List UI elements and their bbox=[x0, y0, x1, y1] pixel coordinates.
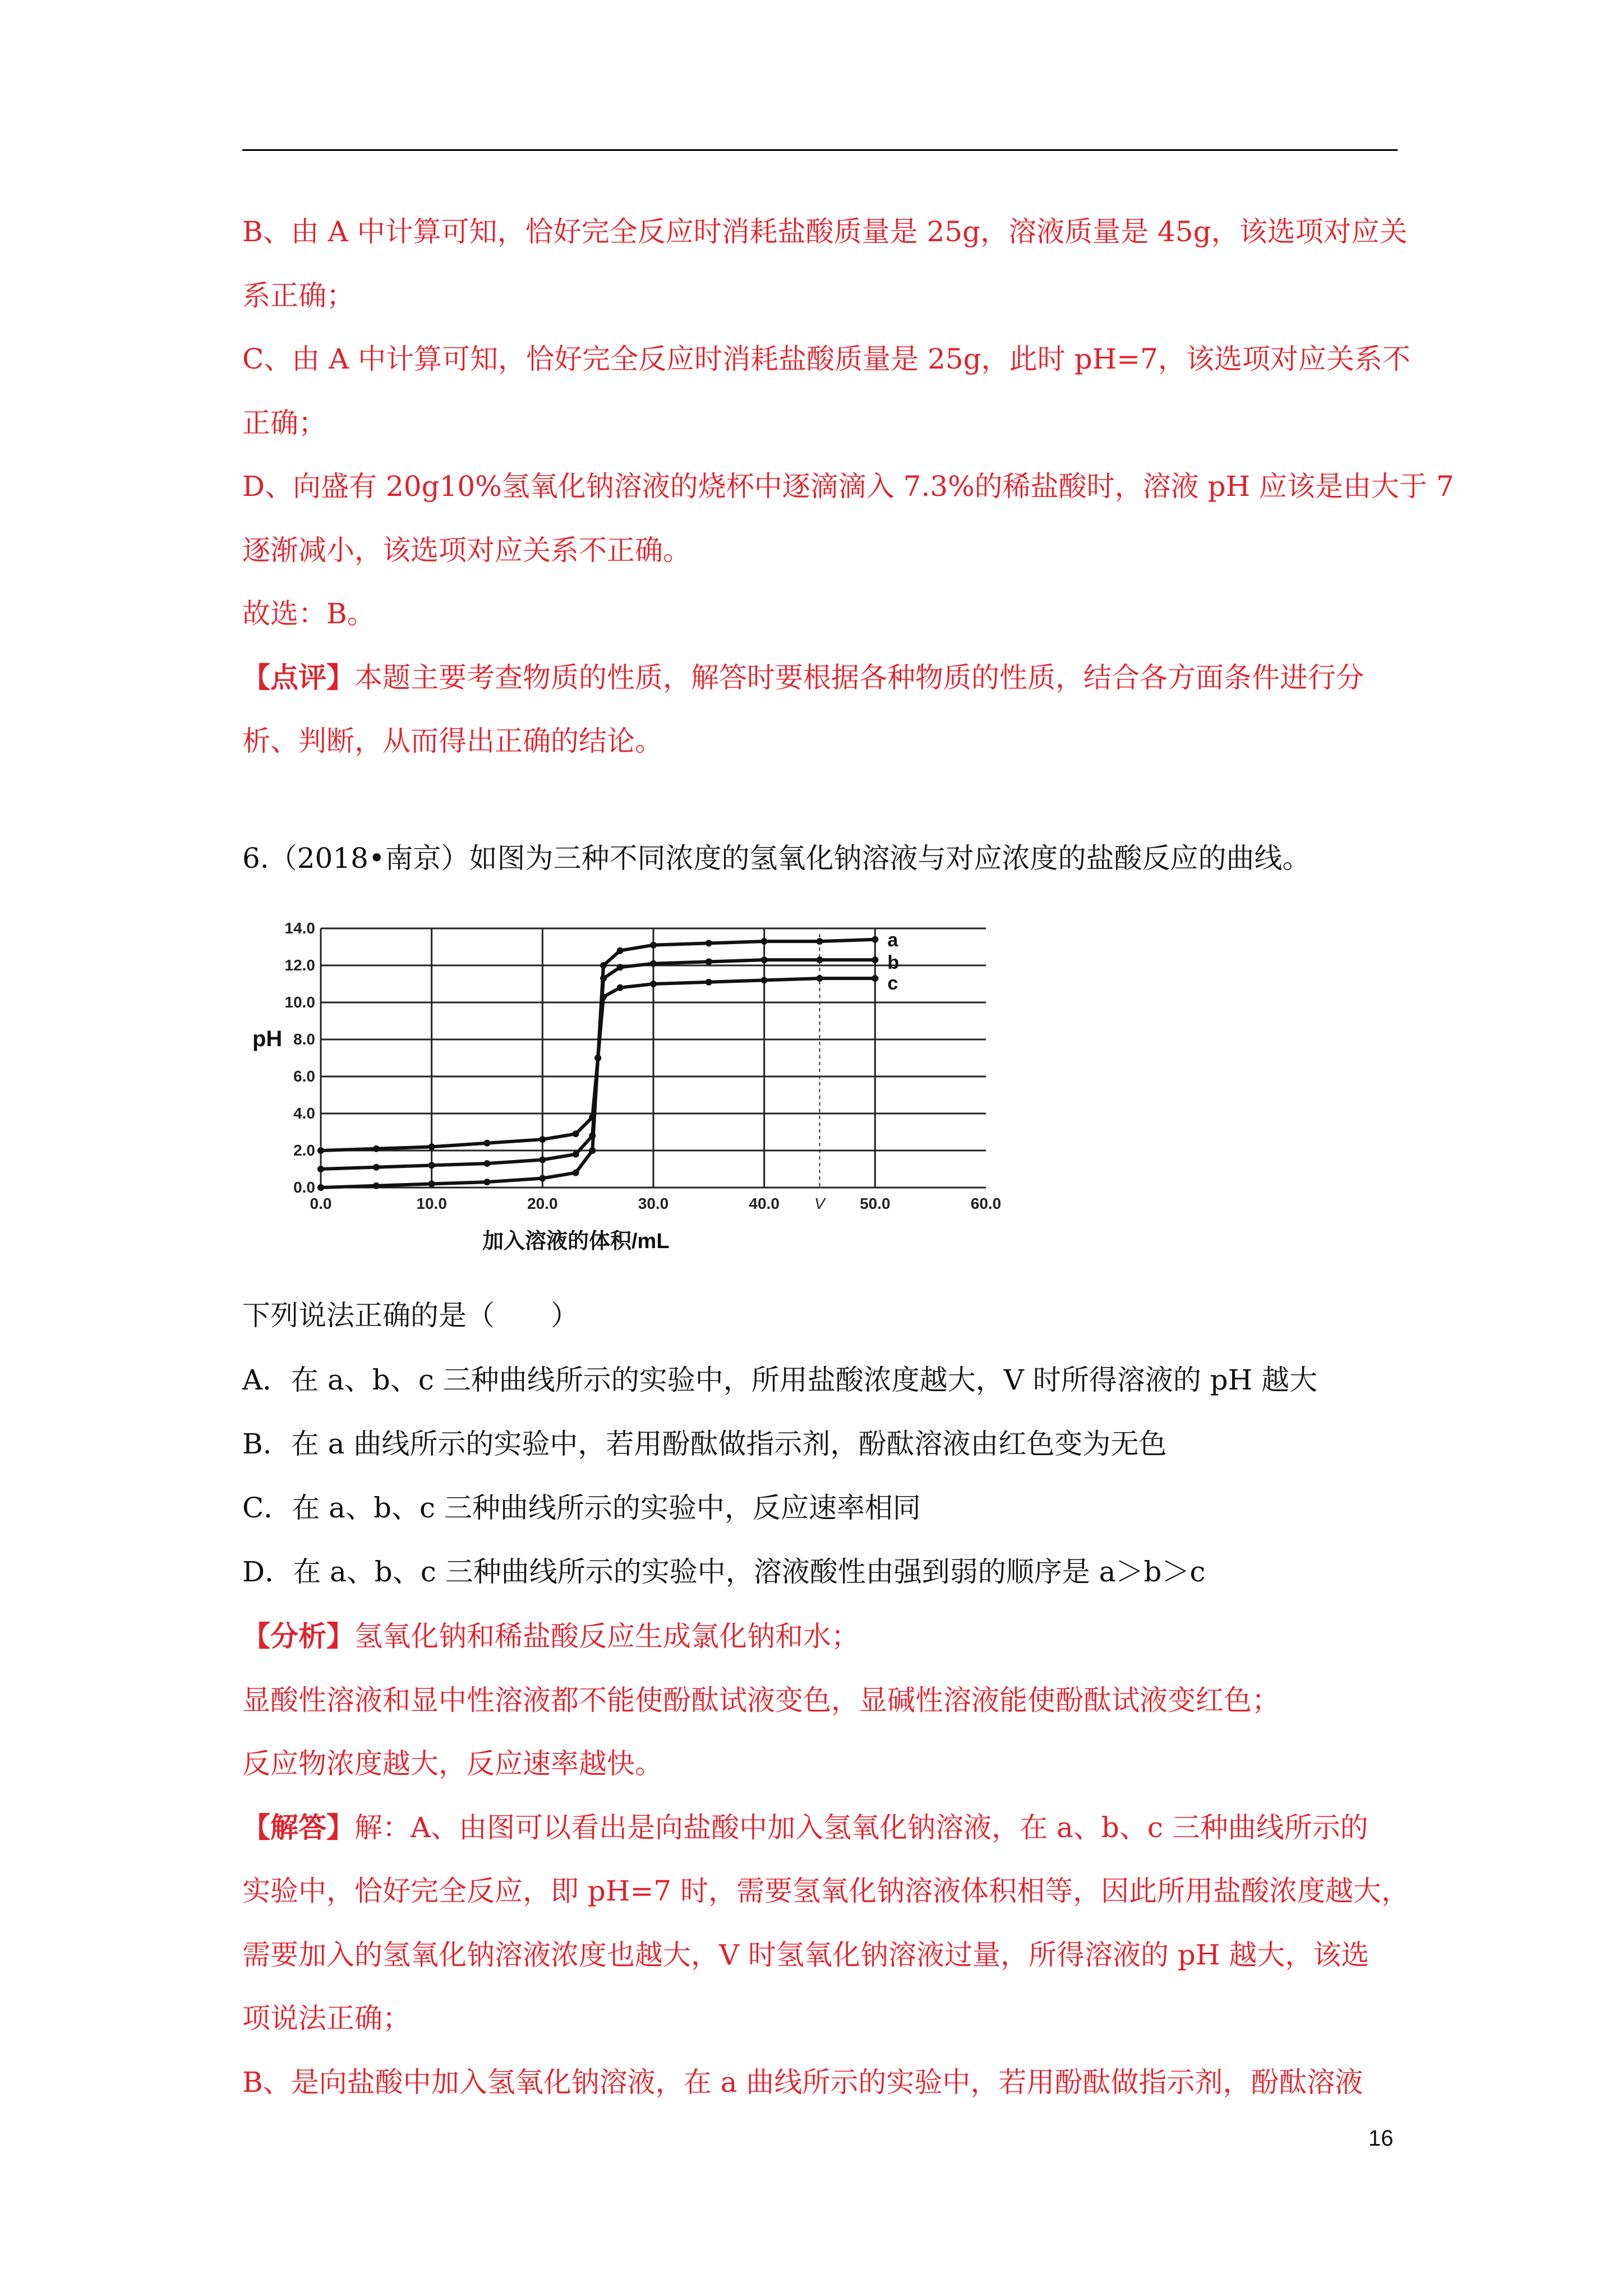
text-line bbox=[242, 2001, 411, 2035]
data-point-a bbox=[706, 940, 712, 946]
data-point-b bbox=[600, 975, 607, 982]
x-tick-label: 50.0 bbox=[860, 1195, 891, 1212]
data-point-a bbox=[573, 1170, 579, 1176]
text-line bbox=[242, 279, 354, 312]
x-tick-label: 10.0 bbox=[416, 1195, 447, 1212]
y-tick-label: 4.0 bbox=[293, 1105, 315, 1122]
section-tag: 【分析】 bbox=[242, 1619, 354, 1653]
text-line bbox=[242, 342, 1410, 376]
data-point-b bbox=[706, 958, 712, 965]
data-point-c bbox=[428, 1143, 435, 1150]
y-tick-label: 14.0 bbox=[284, 919, 315, 937]
data-point-b bbox=[428, 1162, 435, 1168]
data-point-a bbox=[600, 962, 607, 969]
text-line-content: 析、判断，从而得出正确的结论。 bbox=[242, 725, 663, 757]
text-line bbox=[242, 1938, 1369, 1972]
text-line-content: 实验中，恰好完全反应，即 pH=7 时，需要氢氧化钠溶液体积相等，因此所用盐酸浓度越大， bbox=[242, 1875, 1410, 1907]
data-point-c bbox=[706, 979, 712, 986]
text-line bbox=[242, 1874, 1409, 1908]
data-point-a bbox=[484, 1179, 491, 1185]
text-line-content: C、由 A 中计算可知，恰好完全反应时消耗盐酸质量是 25g，此时 pH=7，该选项对应关系不 bbox=[242, 343, 1410, 375]
text-line-content: 系正确； bbox=[242, 279, 354, 312]
data-point-c bbox=[373, 1145, 380, 1152]
text-line bbox=[242, 406, 326, 440]
question-prompt: 下列说法正确的是（ ） bbox=[242, 1299, 579, 1332]
data-point-c bbox=[817, 975, 823, 982]
data-point-a bbox=[872, 936, 878, 943]
y-tick-label: 2.0 bbox=[293, 1142, 315, 1159]
text-line bbox=[242, 215, 1408, 249]
data-point-a bbox=[761, 938, 768, 945]
text-line-content: 需要加入的氢氧化钠溶液浓度也越大，V 时氢氧化钠溶液过量，所得溶液的 pH 越大，该选 bbox=[242, 1938, 1370, 1971]
data-point-a bbox=[650, 942, 657, 949]
question-stem: 6.（2018•南京）如图为三种不同浓度的氢氧化钠溶液与对应浓度的盐酸反应的曲线。 bbox=[242, 842, 1311, 875]
page-number: 16 bbox=[1368, 2126, 1394, 2151]
text-line bbox=[242, 597, 375, 631]
series-label-b: b bbox=[887, 952, 900, 974]
data-point-c bbox=[317, 1147, 324, 1154]
y-tick-label: 6.0 bbox=[293, 1068, 315, 1085]
data-point-c bbox=[573, 1130, 579, 1137]
y-tick-label: 12.0 bbox=[284, 956, 315, 974]
data-point-b bbox=[484, 1160, 491, 1167]
data-point-b bbox=[589, 1133, 596, 1139]
option-b: B．在 a 曲线所示的实验中，若用酚酞做指示剂，酚酞溶液由红色变为无色 bbox=[242, 1428, 1167, 1460]
text-line-content: 正确； bbox=[242, 406, 326, 439]
data-point-b bbox=[761, 956, 768, 963]
data-point-b bbox=[573, 1151, 579, 1158]
v-marker-label: V bbox=[814, 1195, 825, 1212]
text-line-content: 逐渐减小，该选项对应关系不正确。 bbox=[242, 533, 691, 567]
data-point-c bbox=[594, 1055, 601, 1061]
text-line-content: B、是向盐酸中加入氢氧化钠溶液，在 a 曲线所示的实验中，若用酚酞做指示剂，酚酞溶液 bbox=[242, 2065, 1363, 2099]
text-line-content: B、由 A 中计算可知，恰好完全反应时消耗盐酸质量是 25g，溶液质量是 45g，该选项对应关 bbox=[242, 215, 1408, 248]
series-label-a: a bbox=[887, 929, 898, 951]
series-line-c bbox=[321, 978, 875, 1151]
data-point-c bbox=[589, 1114, 596, 1121]
y-tick-label: 8.0 bbox=[293, 1030, 315, 1048]
data-point-b bbox=[539, 1157, 546, 1163]
y-tick-label: 10.0 bbox=[284, 993, 315, 1011]
data-point-c bbox=[617, 984, 624, 991]
data-point-a bbox=[373, 1182, 380, 1189]
text-line-content: 反应物浓度越大，反应速率越快。 bbox=[242, 1747, 663, 1780]
data-point-b bbox=[373, 1164, 380, 1171]
data-point-a bbox=[317, 1184, 324, 1191]
text-line-content: 显酸性溶液和显中性溶液都不能使酚酞试液变色，显碱性溶液能使酚酞试液变红色； bbox=[242, 1683, 1280, 1717]
text-line-content: 项说法正确； bbox=[242, 2002, 411, 2035]
data-point-a bbox=[589, 1147, 596, 1154]
text-line bbox=[242, 1683, 1280, 1717]
header-rule bbox=[242, 149, 1398, 151]
data-point-c bbox=[650, 981, 657, 987]
text-line-content: 氢氧化钠和稀盐酸反应生成氯化钠和水； bbox=[354, 1620, 859, 1653]
x-axis-label: 加入溶液的体积/mL bbox=[482, 1230, 670, 1253]
text-line-content: 故选：B。 bbox=[242, 597, 375, 630]
x-tick-label: 0.0 bbox=[310, 1195, 332, 1212]
text-line bbox=[242, 1811, 1368, 1844]
option-a: A．在 a、b、c 三种曲线所示的实验中，所用盐酸浓度越大，V 时所得溶液的 pH 越大 bbox=[242, 1364, 1318, 1396]
text-line-content: 本题主要考查物质的性质，解答时要根据各种物质的性质，结合各方面条件进行分 bbox=[354, 661, 1364, 694]
text-line bbox=[242, 1747, 663, 1780]
data-point-b bbox=[650, 960, 657, 967]
text-line-content: 解：A、由图可以看出是向盐酸中加入氢氧化钠溶液，在 a、b、c 三种曲线所示的 bbox=[354, 1811, 1368, 1844]
text-line bbox=[242, 1619, 859, 1653]
data-point-a bbox=[428, 1180, 435, 1187]
x-tick-label: 20.0 bbox=[527, 1195, 558, 1212]
data-point-b bbox=[872, 956, 878, 963]
option-d: D．在 a、b、c 三种曲线所示的实验中，溶液酸性由强到弱的顺序是 a＞b＞c bbox=[242, 1556, 1206, 1588]
data-point-b bbox=[617, 964, 624, 970]
series-label-c: c bbox=[887, 973, 898, 995]
text-line bbox=[242, 470, 1454, 503]
data-point-c bbox=[761, 977, 768, 983]
data-point-c bbox=[539, 1136, 546, 1143]
x-tick-label: 60.0 bbox=[970, 1195, 1002, 1212]
option-c: C．在 a、b、c 三种曲线所示的实验中，反应速率相同 bbox=[242, 1492, 921, 1524]
data-point-c bbox=[600, 993, 607, 1000]
text-line bbox=[242, 2065, 1363, 2099]
data-point-b bbox=[317, 1166, 324, 1172]
y-tick-label: 0.0 bbox=[293, 1179, 315, 1196]
ph-titration-chart bbox=[247, 912, 1021, 1271]
text-line-content: D、向盛有 20g10%氢氧化钠溶液的烧杯中逐滴滴入 7.3%的稀盐酸时，溶液 pH 应该是由大于 7 bbox=[242, 470, 1454, 503]
data-point-c bbox=[872, 975, 878, 982]
data-point-c bbox=[484, 1140, 491, 1147]
text-line bbox=[242, 724, 663, 758]
x-tick-label: 30.0 bbox=[638, 1195, 669, 1212]
y-axis-label: pH bbox=[252, 1027, 283, 1051]
data-point-a bbox=[817, 938, 823, 945]
data-point-a bbox=[539, 1175, 546, 1182]
data-point-b bbox=[817, 956, 823, 963]
x-tick-label: 40.0 bbox=[749, 1195, 780, 1212]
data-point-a bbox=[617, 947, 624, 954]
section-tag: 【点评】 bbox=[242, 660, 354, 694]
text-line bbox=[242, 661, 1364, 694]
section-tag: 【解答】 bbox=[242, 1810, 354, 1844]
text-line bbox=[242, 533, 691, 567]
